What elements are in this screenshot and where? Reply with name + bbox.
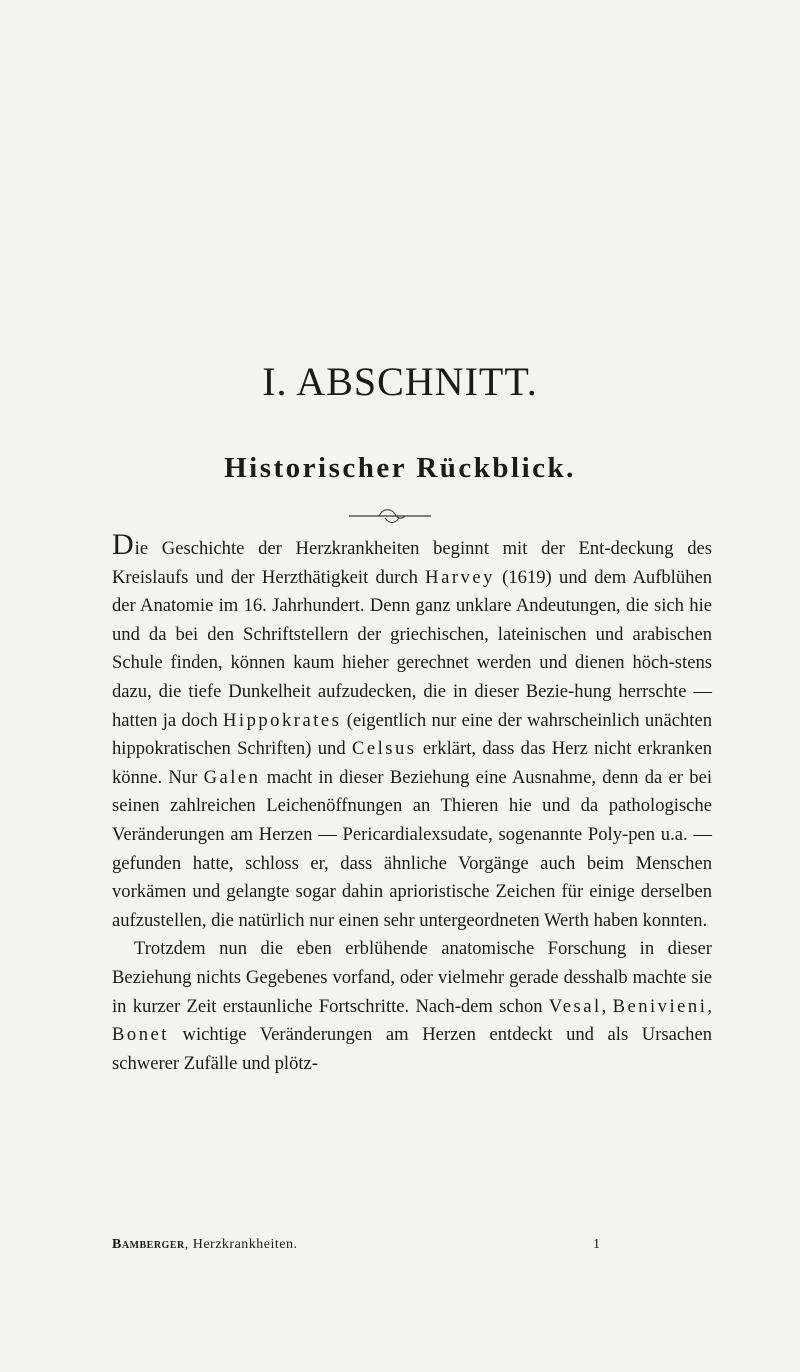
printer-signature [112,1237,298,1253]
paragraph-2-text-a: Trotzdem nun die eben erblühende anatomische Forschung in dieser Beziehung nichts Gegebenes vorfand, oder vielmehr gerade desshalb machte sie in kurzer Zeit erstaunliche Fortschritte. Nach-dem schon [112,938,712,1017]
name-galen: Galen [203,766,261,788]
section-title: Historischer Rückblick. [224,452,576,484]
signature-author: Bamberger [112,1237,185,1252]
page-footer [112,1237,712,1253]
paragraph-2 [112,935,712,1078]
name-vesal: Vesal [548,995,602,1017]
signature-title: , Herzkrankheiten. [184,1237,298,1252]
signature-number: 1 [593,1237,600,1252]
divider-ornament-icon [345,502,435,532]
paragraph-1-text-d: erklärt, dass das Herz nicht erkranken könne. Nur [112,738,712,788]
name-celsus: Celsus [351,738,417,760]
paragraph-1 [112,528,712,935]
name-hippokrates: Hippokrates [222,709,342,731]
paragraph-1-text-b: (1619) und dem Aufblühen der Anatomie im 16. Jahrhundert. Denn ganz unklare Andeutungen, die sich hie und da bei den Schriftstellern der griechischen, lateinischen und arabischen Schule finden, können kaum hieher gerechnet werden und dienen höch-stens dazu, die tiefe Dunkelheit aufzudecken, die in dieser Bezie-hung herrschte — hatten ja doch [112,566,712,731]
paragraph-1-text-e: macht in dieser Beziehung eine Ausnahme, denn da er bei seinen zahlreichen Leichenöffnungen an Thieren hie und da pathologische Veränderungen am Herzen — Pericardialexsudate, sogenannte Poly-pen u.a. — gefunden hatte, schloss er, dass ähnliche Vorgänge auch beim Menschen vorkämen und gelangte sogar dahin aprioristische Zeichen für einige derselben aufzustellen, die natürlich nur einen sehr untergeordneten Werth haben konnten. [112,766,712,931]
name-bonet: Bonet [112,1024,169,1046]
paragraph-2-text-b: wichtige Veränderungen am Herzen entdeckt und als Ursachen schwerer Zufälle und plötz- [112,1024,712,1074]
separator-2: , [707,995,713,1017]
paragraph-1-text-a: ie Geschichte der Herzkrankheiten beginnt mit der Ent-deckung des Kreislaufs und der Herzthätigkeit durch [112,538,712,588]
name-harvey: Harvey [425,566,495,588]
body-text [112,528,713,1078]
drop-cap: D [112,528,134,561]
separator-1: , [601,995,613,1017]
chapter-title: I. ABSCHNITT. [262,359,538,404]
name-benivieni: Benivieni [612,995,708,1017]
paragraph-1-text-c: (eigentlich nur eine der wahrscheinlich unächten hippokratischen Schriften) und [112,709,712,760]
